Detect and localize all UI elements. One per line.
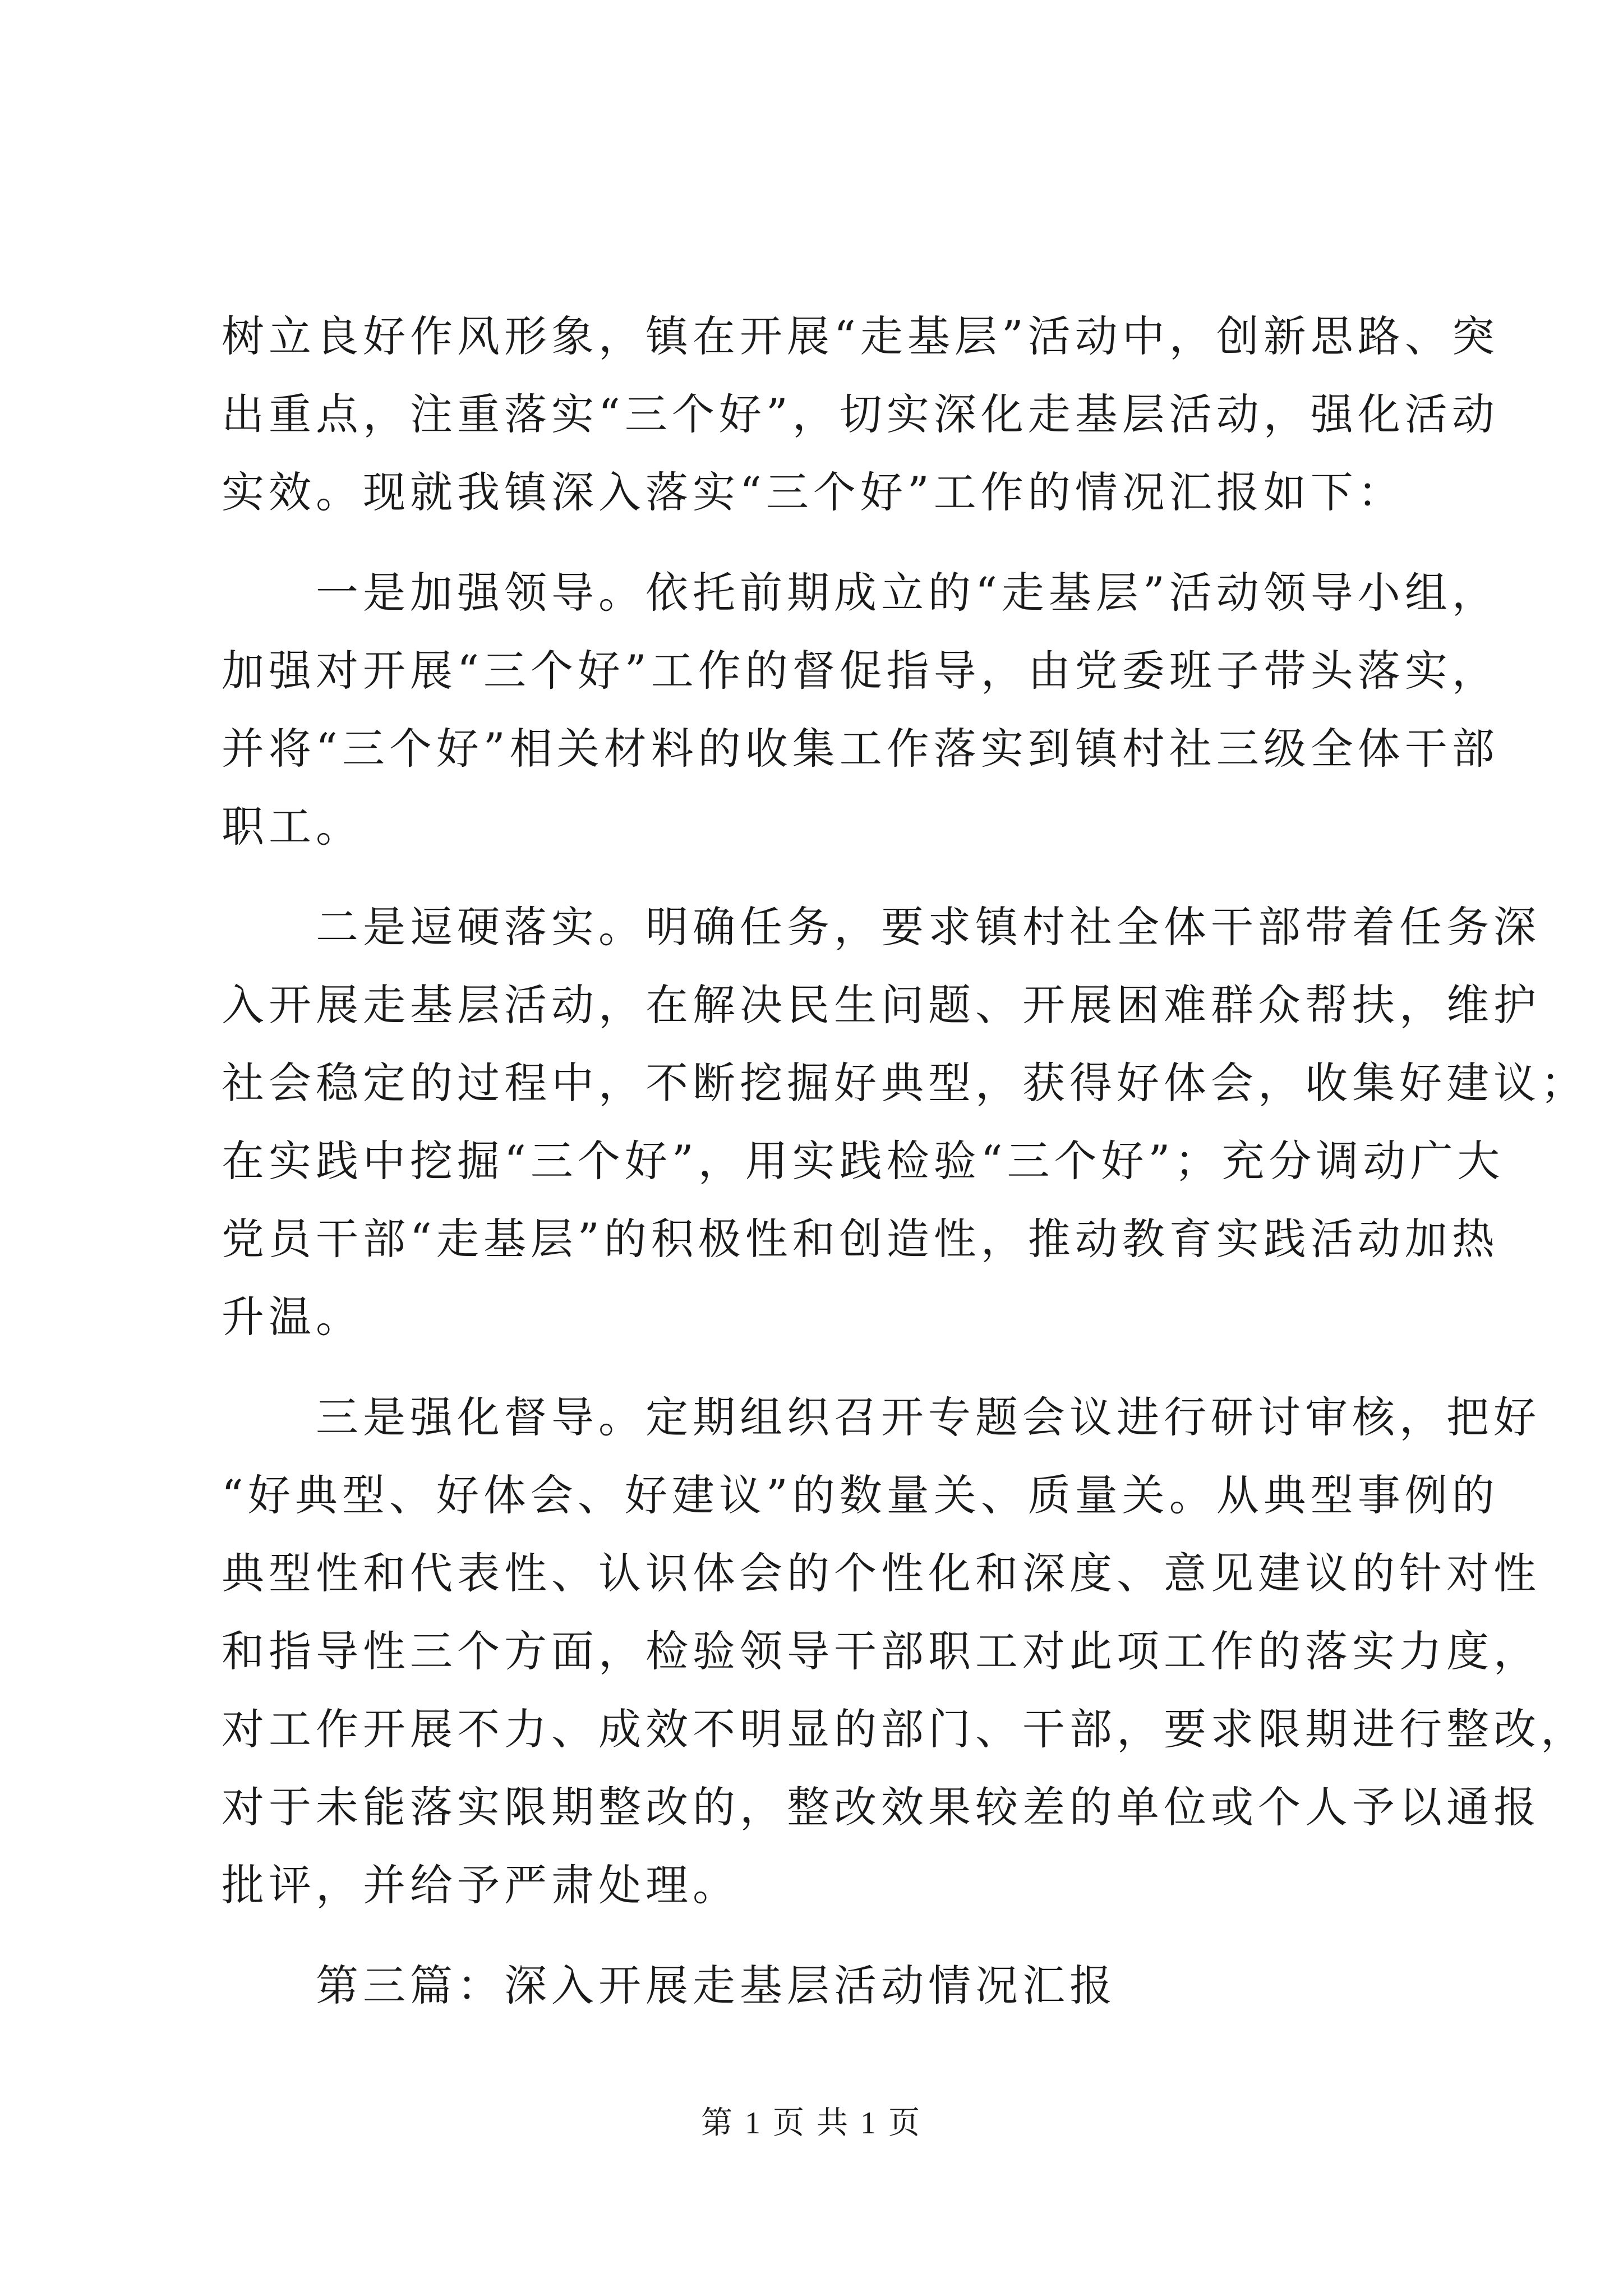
text-line: 并将“三个好”相关材料的收集工作落实到镇村社三级全体干部 xyxy=(222,724,1499,774)
paragraph-supervision xyxy=(222,1378,1588,1924)
text-line: 对工作开展不力、成效不明显的部门、干部，要求限期进行整改， xyxy=(222,1704,1588,1754)
text-line: 一是加强领导。依托前期成立的“走基层”活动领导小组， xyxy=(316,568,1499,618)
text-line: 和指导性三个方面，检验领导干部职工对此项工作的落实力度， xyxy=(222,1626,1541,1676)
text-line: 在实践中挖掘“三个好”，用实践检验“三个好”；充分调动广大 xyxy=(222,1136,1505,1186)
paragraph-section-heading xyxy=(222,1947,1419,2024)
text-line: 升温。 xyxy=(222,1292,363,1342)
text-line: 典型性和代表性、认识体会的个性化和深度、意见建议的针对性 xyxy=(222,1548,1541,1598)
text-line: 入开展走基层活动，在解决民生问题、开展困难群众帮扶，维护 xyxy=(222,980,1541,1030)
text-line: 二是逗硬落实。明确任务，要求镇村社全体干部带着任务深 xyxy=(316,902,1541,952)
text-line: 对于未能落实限期整改的，整改效果较差的单位或个人予以通报 xyxy=(222,1782,1541,1832)
paragraph-intro xyxy=(222,297,1499,531)
text-line: 职工。 xyxy=(222,802,363,852)
section-heading: 第三篇：深入开展走基层活动情况汇报 xyxy=(316,1961,1117,2010)
page-footer: 第 1 页 共 1 页 xyxy=(701,2106,922,2141)
document-body xyxy=(222,297,1588,2024)
text-line: 批评，并给予严肃处理。 xyxy=(222,1860,740,1910)
paragraph-strengthen-leadership xyxy=(222,554,1499,866)
text-line: 加强对开展“三个好”工作的督促指导，由党委班子带头落实， xyxy=(222,646,1499,696)
text-line: 党员干部“走基层”的积极性和创造性，推动教育实践活动加热 xyxy=(222,1214,1499,1264)
text-line: 树立良好作风形象，镇在开展“走基层”活动中，创新思路、突 xyxy=(222,311,1499,361)
paragraph-implementation xyxy=(222,888,1588,1356)
text-line: 社会稳定的过程中，不断挖掘好典型，获得好体会，收集好建议； xyxy=(222,1058,1588,1108)
text-line: 三是强化督导。定期组织召开专题会议进行研讨审核，把好 xyxy=(316,1392,1541,1442)
text-line: 出重点，注重落实“三个好”，切实深化走基层活动，强化活动 xyxy=(222,389,1499,439)
text-line: “好典型、好体会、好建议”的数量关、质量关。从典型事例的 xyxy=(222,1470,1499,1520)
text-line: 实效。现就我镇深入落实“三个好”工作的情况汇报如下： xyxy=(222,467,1405,517)
